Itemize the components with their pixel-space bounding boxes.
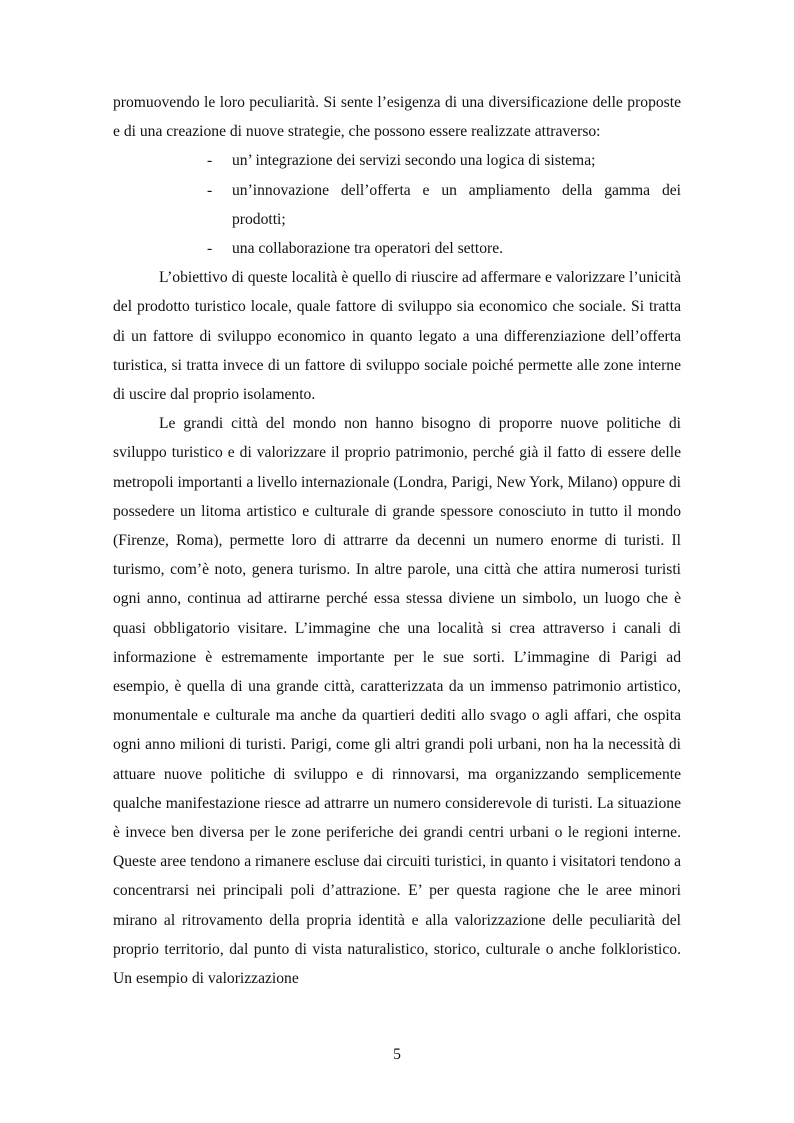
list-item: [207, 234, 681, 263]
paragraph-objectives: L’obiettivo di queste località è quello di riuscire ad affermare e valorizzare l’unicità del prodotto turistico locale, quale fattore di sviluppo sia economico che sociale. Si tratta di un fattore di sviluppo economico in quanto legato a una differenziazione dell’offerta turistica, si tratta invece di un fattore di sviluppo sociale poiché permette alle zone interne di uscire dal proprio isolamento.: [113, 269, 681, 404]
bullet-text: una collaborazione tra operatori del settore.: [232, 240, 504, 258]
bullet-list: [113, 146, 681, 263]
bullet-text: un’innovazione dell’offerta e un ampliamento della gamma dei prodotti;: [232, 181, 681, 228]
bullet-dash: -: [207, 152, 213, 170]
body-text: [113, 88, 681, 993]
bullet-dash: -: [207, 240, 213, 258]
bullet-dash: -: [207, 181, 213, 199]
paragraph-big-cities: Le grandi città del mondo non hanno bisogno di proporre nuove politiche di sviluppo turistico e di valorizzare il proprio patrimonio, perché già il fatto di essere delle metropoli importanti a livello internazionale (Londra, Parigi, New York, Milano) oppure di possedere un litoma artistico e culturale di grande spessore conosciuto in tutto il mondo (Firenze, Roma), permette loro di attrarre da decenni un numero enorme di turisti. Il turismo, com’è noto, genera turismo. In altre parole, una città che attira numerosi turisti ogni anno, continua ad attirarne perché essa stessa diviene un simbolo, un luogo che è quasi obbligatorio visitare. L’immagine che una località si crea attraverso i canali di informazione è estremamente importante per le sue sorti. L’immagine di Parigi ad esempio, è quella di una grande città, caratterizzata da un immenso patrimonio artistico, monumentale e culturale ma anche da quartieri dediti allo svago o agli affari, che ospita ogni anno milioni di turisti. Parigi, come gli altri grandi poli urbani, non ha la necessità di attuare nuove politiche di sviluppo e di rinnovarsi, ma organizzando semplicemente qualche manifestazione riesce ad attrarre un numero considerevole di turisti. La situazione è invece ben diversa per le zone periferiche dei grandi centri urbani o le regioni interne. Queste aree tendono a rimanere escluse dai circuiti turistici, in quanto i visitatori tendono a concentrarsi nei principali poli d’attrazione. E’ per questa ragione che le aree minori mirano al ritrovamento della propria identità e alla valorizzazione delle peculiarità del proprio territorio, dal punto di vista naturalistico, storico, culturale o anche folkloristico. Un esempio di valorizzazione: [113, 415, 681, 988]
page-number: 5: [393, 1046, 401, 1063]
bullet-text: un’ integrazione dei servizi secondo una logica di sistema;: [232, 152, 596, 170]
paragraph-intro: promuovendo le loro peculiarità. Si sente l’esigenza di una diversificazione delle proposte e di una creazione di nuove strategie, che possono essere realizzate attraverso:: [113, 94, 681, 141]
list-item: [207, 146, 681, 175]
list-item: [207, 176, 681, 234]
